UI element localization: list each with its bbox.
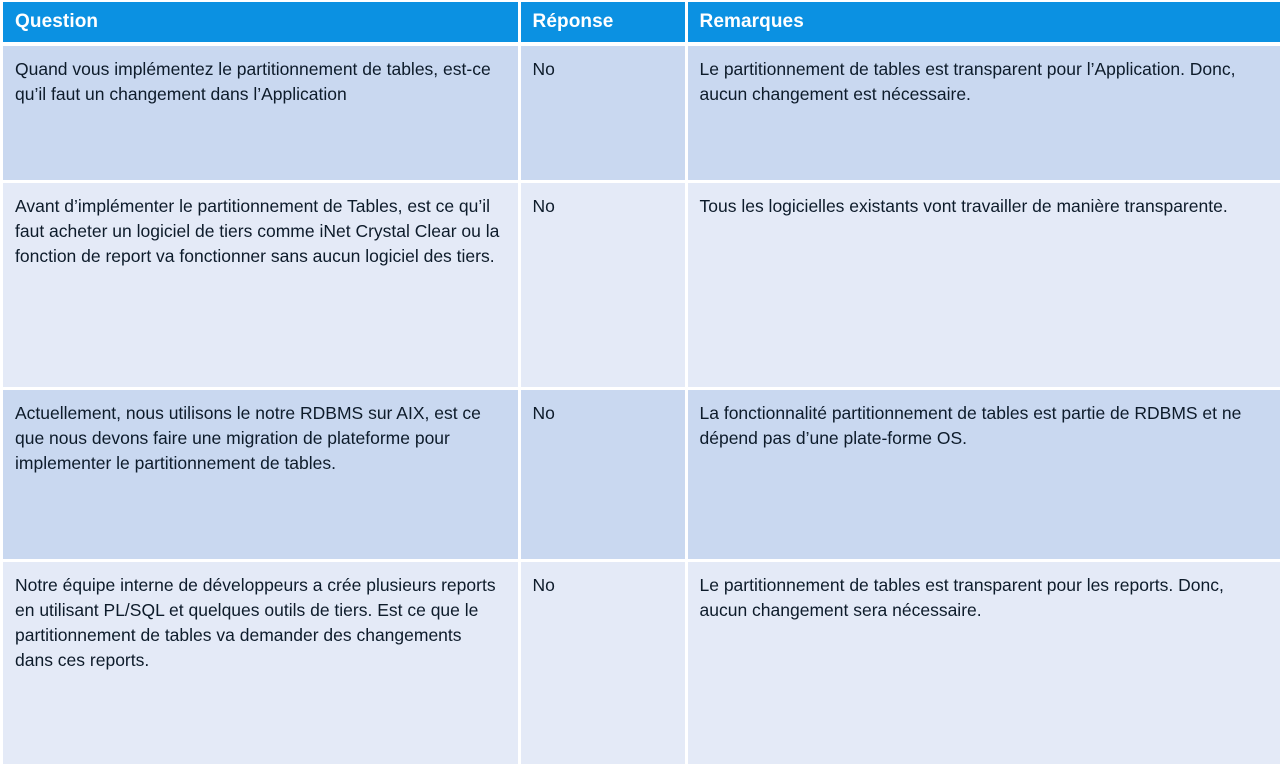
- table-header-row: [3, 2, 1280, 44]
- cell-question: [3, 389, 519, 561]
- column-header-question: Question: [3, 2, 519, 44]
- cell-question: [3, 182, 519, 389]
- cell-reponse: [519, 182, 686, 389]
- qa-table: [3, 2, 1280, 767]
- cell-remarques: [686, 182, 1280, 389]
- cell-reponse-text: No: [532, 575, 555, 595]
- cell-question: [3, 561, 519, 766]
- cell-remarques: [686, 44, 1280, 182]
- table-row: [3, 561, 1280, 766]
- cell-reponse-text: No: [532, 196, 555, 216]
- column-header-reponse: Réponse: [519, 2, 686, 44]
- cell-question-text: Actuellement, nous utilisons le notre RDBMS sur AIX, est ce que nous devons faire une migration de plateforme pour implementer le partitionnement de tables.: [15, 403, 481, 473]
- cell-remarques-text: La fonctionnalité partitionnement de tables est partie de RDBMS et ne dépend pas d’une plate-forme OS.: [699, 403, 1242, 448]
- cell-remarques-text: Le partitionnement de tables est transparent pour l’Application. Donc, aucun changement est nécessaire.: [699, 59, 1236, 104]
- table-row: [3, 389, 1280, 561]
- cell-reponse: [519, 389, 686, 561]
- cell-question-text: Avant d’implémenter le partitionnement de Tables, est ce qu’il faut acheter un logiciel de tiers comme iNet Crystal Clear ou la fonction de report va fonctionner sans aucun logiciel des tiers.: [15, 196, 500, 266]
- table-row: [3, 44, 1280, 182]
- cell-remarques: [686, 561, 1280, 766]
- column-header-remarques: Remarques: [686, 2, 1280, 44]
- cell-question-text: Notre équipe interne de développeurs a crée plusieurs reports en utilisant PL/SQL et quelques outils de tiers. Est ce que le partitionnement de tables va demander des changements dans ces reports.: [15, 575, 496, 670]
- cell-reponse: [519, 44, 686, 182]
- cell-question: [3, 44, 519, 182]
- table-header: [3, 2, 1280, 44]
- cell-reponse-text: No: [532, 403, 555, 423]
- cell-remarques-text: Tous les logicielles existants vont travailler de manière transparente.: [699, 196, 1228, 216]
- table-row: [3, 182, 1280, 389]
- cell-reponse-text: No: [532, 59, 555, 79]
- cell-remarques: [686, 389, 1280, 561]
- cell-remarques-text: Le partitionnement de tables est transparent pour les reports. Donc, aucun changement sera nécessaire.: [699, 575, 1224, 620]
- table-body: [3, 44, 1280, 766]
- cell-question-text: Quand vous implémentez le partitionnement de tables, est-ce qu’il faut un changement dans l’Application: [15, 59, 491, 104]
- cell-reponse: [519, 561, 686, 766]
